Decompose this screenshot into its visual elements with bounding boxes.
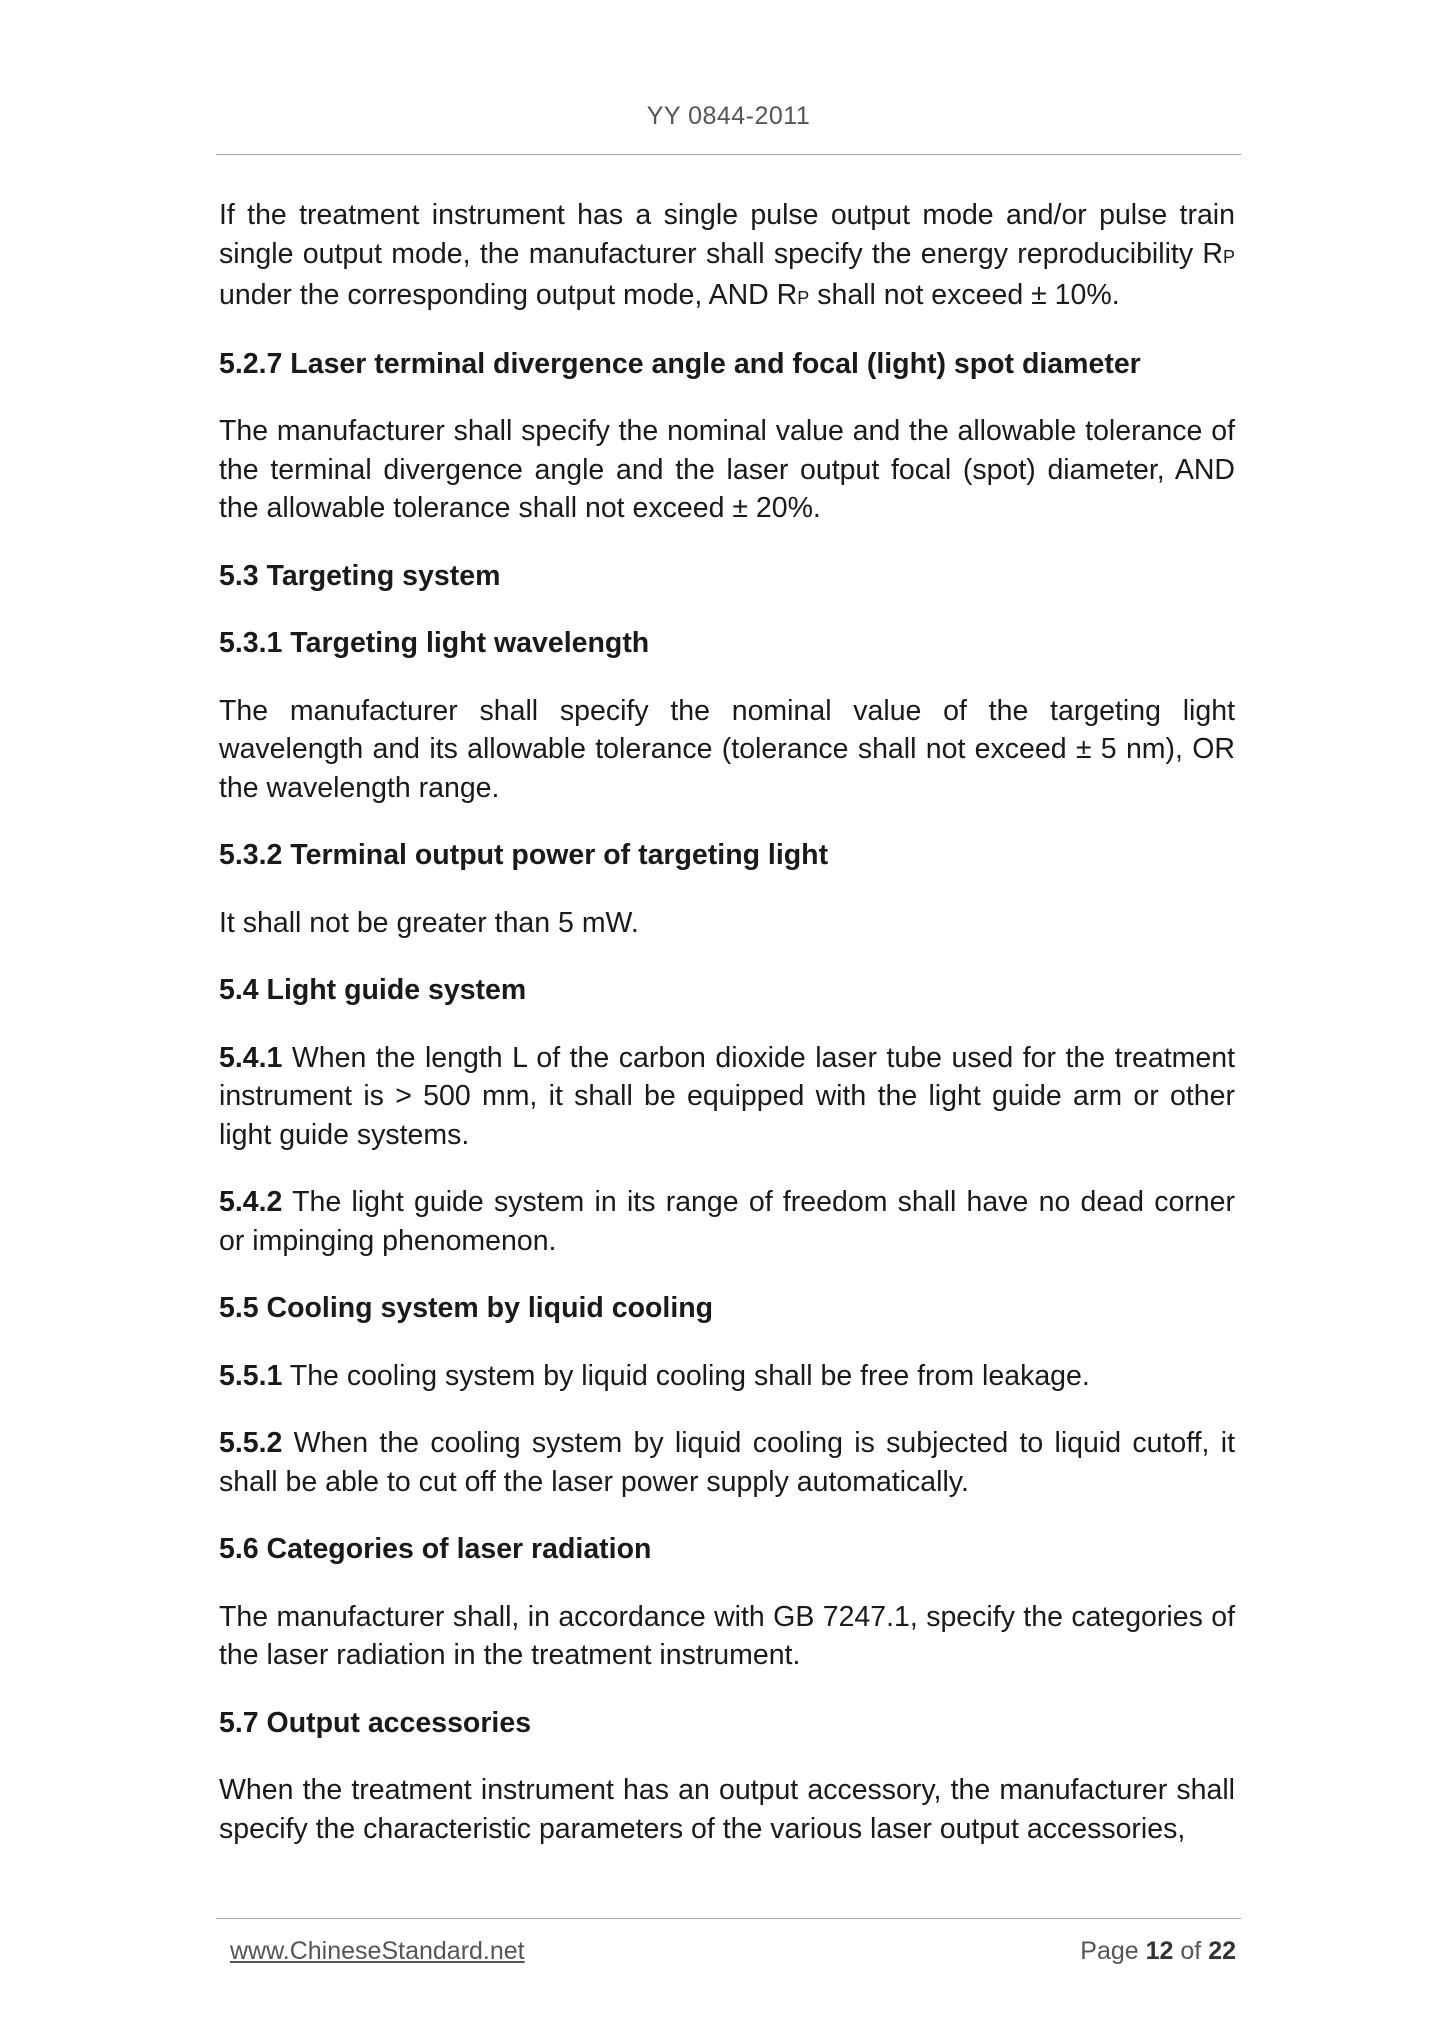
running-header: YY 0844-2011 xyxy=(646,102,811,130)
heading-5-5: 5.5 Cooling system by liquid cooling xyxy=(219,1292,714,1324)
footer-divider xyxy=(216,1918,1241,1919)
clause-number: 5.4.2 xyxy=(219,1186,283,1218)
paragraph-5-5-2: 5.5.2 When the cooling system by liquid cooling is subjected to liquid cutoff, it shall be able to cut off the laser power supply automatically. xyxy=(219,1427,1235,1498)
clause-number: 5.5.2 xyxy=(219,1427,283,1459)
paragraph-5-6: The manufacturer shall, in accordance with GB 7247.1, specify the categories of the laser radiation in the treatment instrument. xyxy=(219,1600,1235,1671)
page-body xyxy=(219,196,1235,1877)
paragraph-5-2-7: The manufacturer shall specify the nominal value and the allowable tolerance of the terminal divergence angle and the laser output focal (spot) diameter, AND the allowable tolerance shall not exceed ± 20%. xyxy=(219,415,1235,524)
clause-number: 5.5.1 xyxy=(219,1359,283,1392)
paragraph-5-3-1: The manufacturer shall specify the nominal value of the targeting light wavelength and its allowable tolerance (tolerance shall not exceed ± 5 nm), OR the wavelength range. xyxy=(219,694,1235,804)
heading-5-6: 5.6 Categories of laser radiation xyxy=(219,1533,652,1565)
paragraph-5-7: When the treatment instrument has an output accessory, the manufacturer shall specify the characteristic parameters of the various laser output accessories, xyxy=(219,1774,1235,1845)
heading-5-4: 5.4 Light guide system xyxy=(219,974,527,1006)
current-page: 12 xyxy=(1145,1937,1174,1965)
subscript-p: P xyxy=(1222,246,1235,267)
paragraph-5-5-1: 5.5.1 The cooling system by liquid cooling shall be free from leakage. xyxy=(219,1359,1090,1392)
heading-5-7: 5.7 Output accessories xyxy=(219,1706,532,1739)
page-number: Page 12 of 22 xyxy=(1080,1937,1236,1965)
intro-paragraph: If the treatment instrument has a single pulse output mode and/or pulse train single output mode, the manufacturer shall specify the energy reproducibility RP under the corresponding output mode, AND RP shall not exceed ± 10%. xyxy=(219,199,1235,311)
total-pages: 22 xyxy=(1208,1937,1236,1965)
header-divider xyxy=(216,154,1241,155)
heading-5-2-7: 5.2.7 Laser terminal divergence angle and focal (light) spot diameter xyxy=(219,347,1141,380)
heading-5-3-1: 5.3.1 Targeting light wavelength xyxy=(219,627,650,659)
footer-website-link[interactable]: www.ChineseStandard.net xyxy=(230,1937,525,1965)
heading-5-3-2: 5.3.2 Terminal output power of targeting light xyxy=(219,839,829,871)
paragraph-5-3-2: It shall not be greater than 5 mW. xyxy=(219,906,639,939)
subscript-p: P xyxy=(797,288,810,308)
paragraph-5-4-1: 5.4.1 When the length L of the carbon dioxide laser tube used for the treatment instrument is > 500 mm, it shall be equipped with the light guide arm or other light guide systems. xyxy=(219,1041,1235,1151)
heading-5-3: 5.3 Targeting system xyxy=(219,559,501,592)
clause-number: 5.4.1 xyxy=(219,1041,283,1074)
paragraph-5-4-2: 5.4.2 The light guide system in its range of freedom shall have no dead corner or impinging phenomenon. xyxy=(219,1186,1235,1257)
